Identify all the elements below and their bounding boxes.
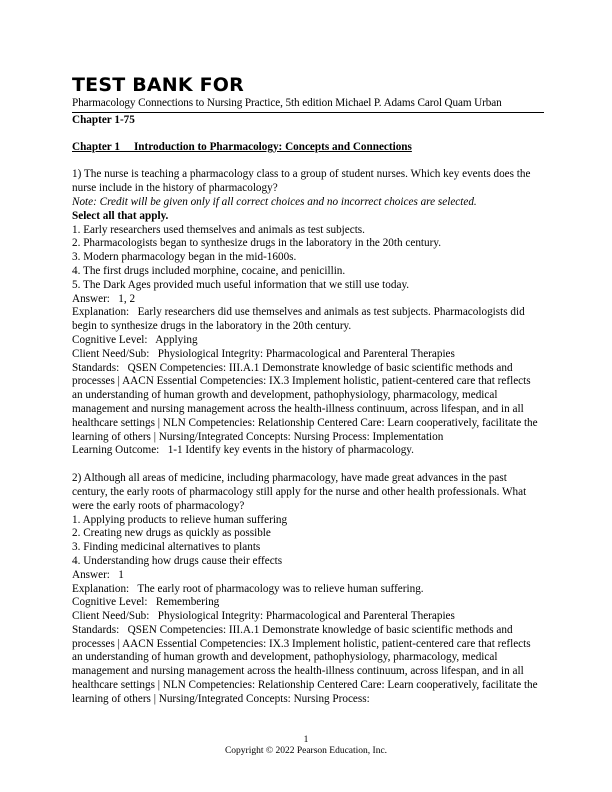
cognitive-value: Remembering [155,596,220,609]
answer-line [72,569,542,583]
client-need-label: Client Need/Sub: [72,610,158,623]
test-bank-title: TEST BANK FOR [72,74,244,96]
question-stem: 1) The nurse is teaching a pharmacology class to a group of student nurses. Which key events does the nurse include in the history of pharmacology? [72,168,531,195]
standards-label: Standards: [72,623,128,636]
explanation-line [72,306,542,334]
learning-outcome-value: 1-1 Identify key events in the history of pharmacology. [167,444,414,457]
question-instruction: Select all that apply. [72,209,169,222]
explanation-line [72,583,542,597]
option-item: 4. Understanding how drugs cause their effects [72,554,283,567]
standards-value: QSEN Competencies: III.A.1 Demonstrate knowledge of basic scientific methods and processes | AACN Essential Competencies: IX.3 Implement holistic, patient-centered care that reflects an understanding of human growth and development, pathophysiology, pharmacology, medical management and nursing management across the health-illness continuum, across lifespan, and in all healthcare settings | NLN Competencies: Relationship Centered Care: Learn cooperatively, facilitate the learning of others | Nursing/Integrated Concepts: Nursing Process: [72,623,538,705]
option-item: 2. Pharmacologists began to synthesize drugs in the laboratory in the 20th century. [72,237,442,250]
client-need-line [72,610,542,624]
explanation-value: The early root of pharmacology was to relieve human suffering. [137,582,424,595]
explanation-label: Explanation: [72,582,138,595]
answer-value: 1 [118,568,124,581]
option-item: 1. Early researchers used themselves and animals as test subjects. [72,223,365,236]
standards-line [72,362,542,445]
book-subtitle: Pharmacology Connections to Nursing Practice, 5th edition Michael P. Adams Carol Quam Urban [72,97,502,109]
answer-line [72,293,542,307]
option-list [72,514,542,569]
copyright-notice: Copyright © 2022 Pearson Education, Inc. [224,746,388,756]
answer-label: Answer: [72,568,119,581]
chapter-range: Chapter 1-75 [72,113,135,126]
question-2 [72,472,542,707]
learning-outcome-line [72,444,542,458]
question-note: Note: Credit will be given only if all correct choices and no incorrect choices are selected. [72,195,477,208]
cognitive-label: Cognitive Level: [72,333,156,346]
header-divider [72,112,544,113]
client-need-value: Physiological Integrity: Pharmacological and Parenteral Therapies [157,347,455,360]
option-item: 3. Finding medicinal alternatives to plants [72,541,261,554]
option-item: 3. Modern pharmacology began in the mid-1600s. [72,251,297,264]
learning-outcome-label: Learning Outcome: [72,444,168,457]
option-item: 5. The Dark Ages provided much useful information that we still use today. [72,278,410,291]
cognitive-label: Cognitive Level: [72,596,156,609]
standards-value: QSEN Competencies: III.A.1 Demonstrate knowledge of basic scientific methods and processes | AACN Essential Competencies: IX.3 Implement holistic, patient-centered care that reflects an understanding of human growth and development, pathophysiology, pharmacology, medical management and nursing management across the health-illness continuum, across lifespan, and in all healthcare settings | NLN Competencies: Relationship Centered Care: Learn cooperatively, facilitate the learning of others | Nursing/Integrated Concepts: Nursing Process: Implementation [72,361,538,443]
explanation-value: Early researchers did use themselves and animals as test subjects. Pharmacologists did begin to synthesize drugs in the laboratory in the 20th century. [72,306,525,333]
client-need-value: Physiological Integrity: Pharmacological and Parenteral Therapies [157,610,455,623]
answer-value: 1, 2 [118,292,136,305]
client-need-line [72,348,542,362]
document-page [72,74,542,721]
cognitive-value: Applying [155,333,198,346]
client-need-label: Client Need/Sub: [72,347,158,360]
cognitive-line [72,596,542,610]
standards-line [72,624,542,707]
question-1 [72,168,542,458]
option-item: 1. Applying products to relieve human suffering [72,513,288,526]
cognitive-line [72,334,542,348]
answer-label: Answer: [72,292,119,305]
page-number: 1 [303,735,309,745]
option-item: 2. Creating new drugs as quickly as possible [72,527,271,540]
chapter-heading: Chapter 1 Introduction to Pharmacology: Concepts and Connections [72,140,412,153]
explanation-label: Explanation: [72,306,138,319]
question-stem: 2) Although all areas of medicine, including pharmacology, have made great advances in the past century, the early roots of pharmacology still apply for the nurse and other health professionals. What were the early roots of pharmacology? [72,472,527,512]
option-list [72,224,542,293]
option-item: 4. The first drugs included morphine, cocaine, and penicillin. [72,264,346,277]
standards-label: Standards: [72,361,128,374]
